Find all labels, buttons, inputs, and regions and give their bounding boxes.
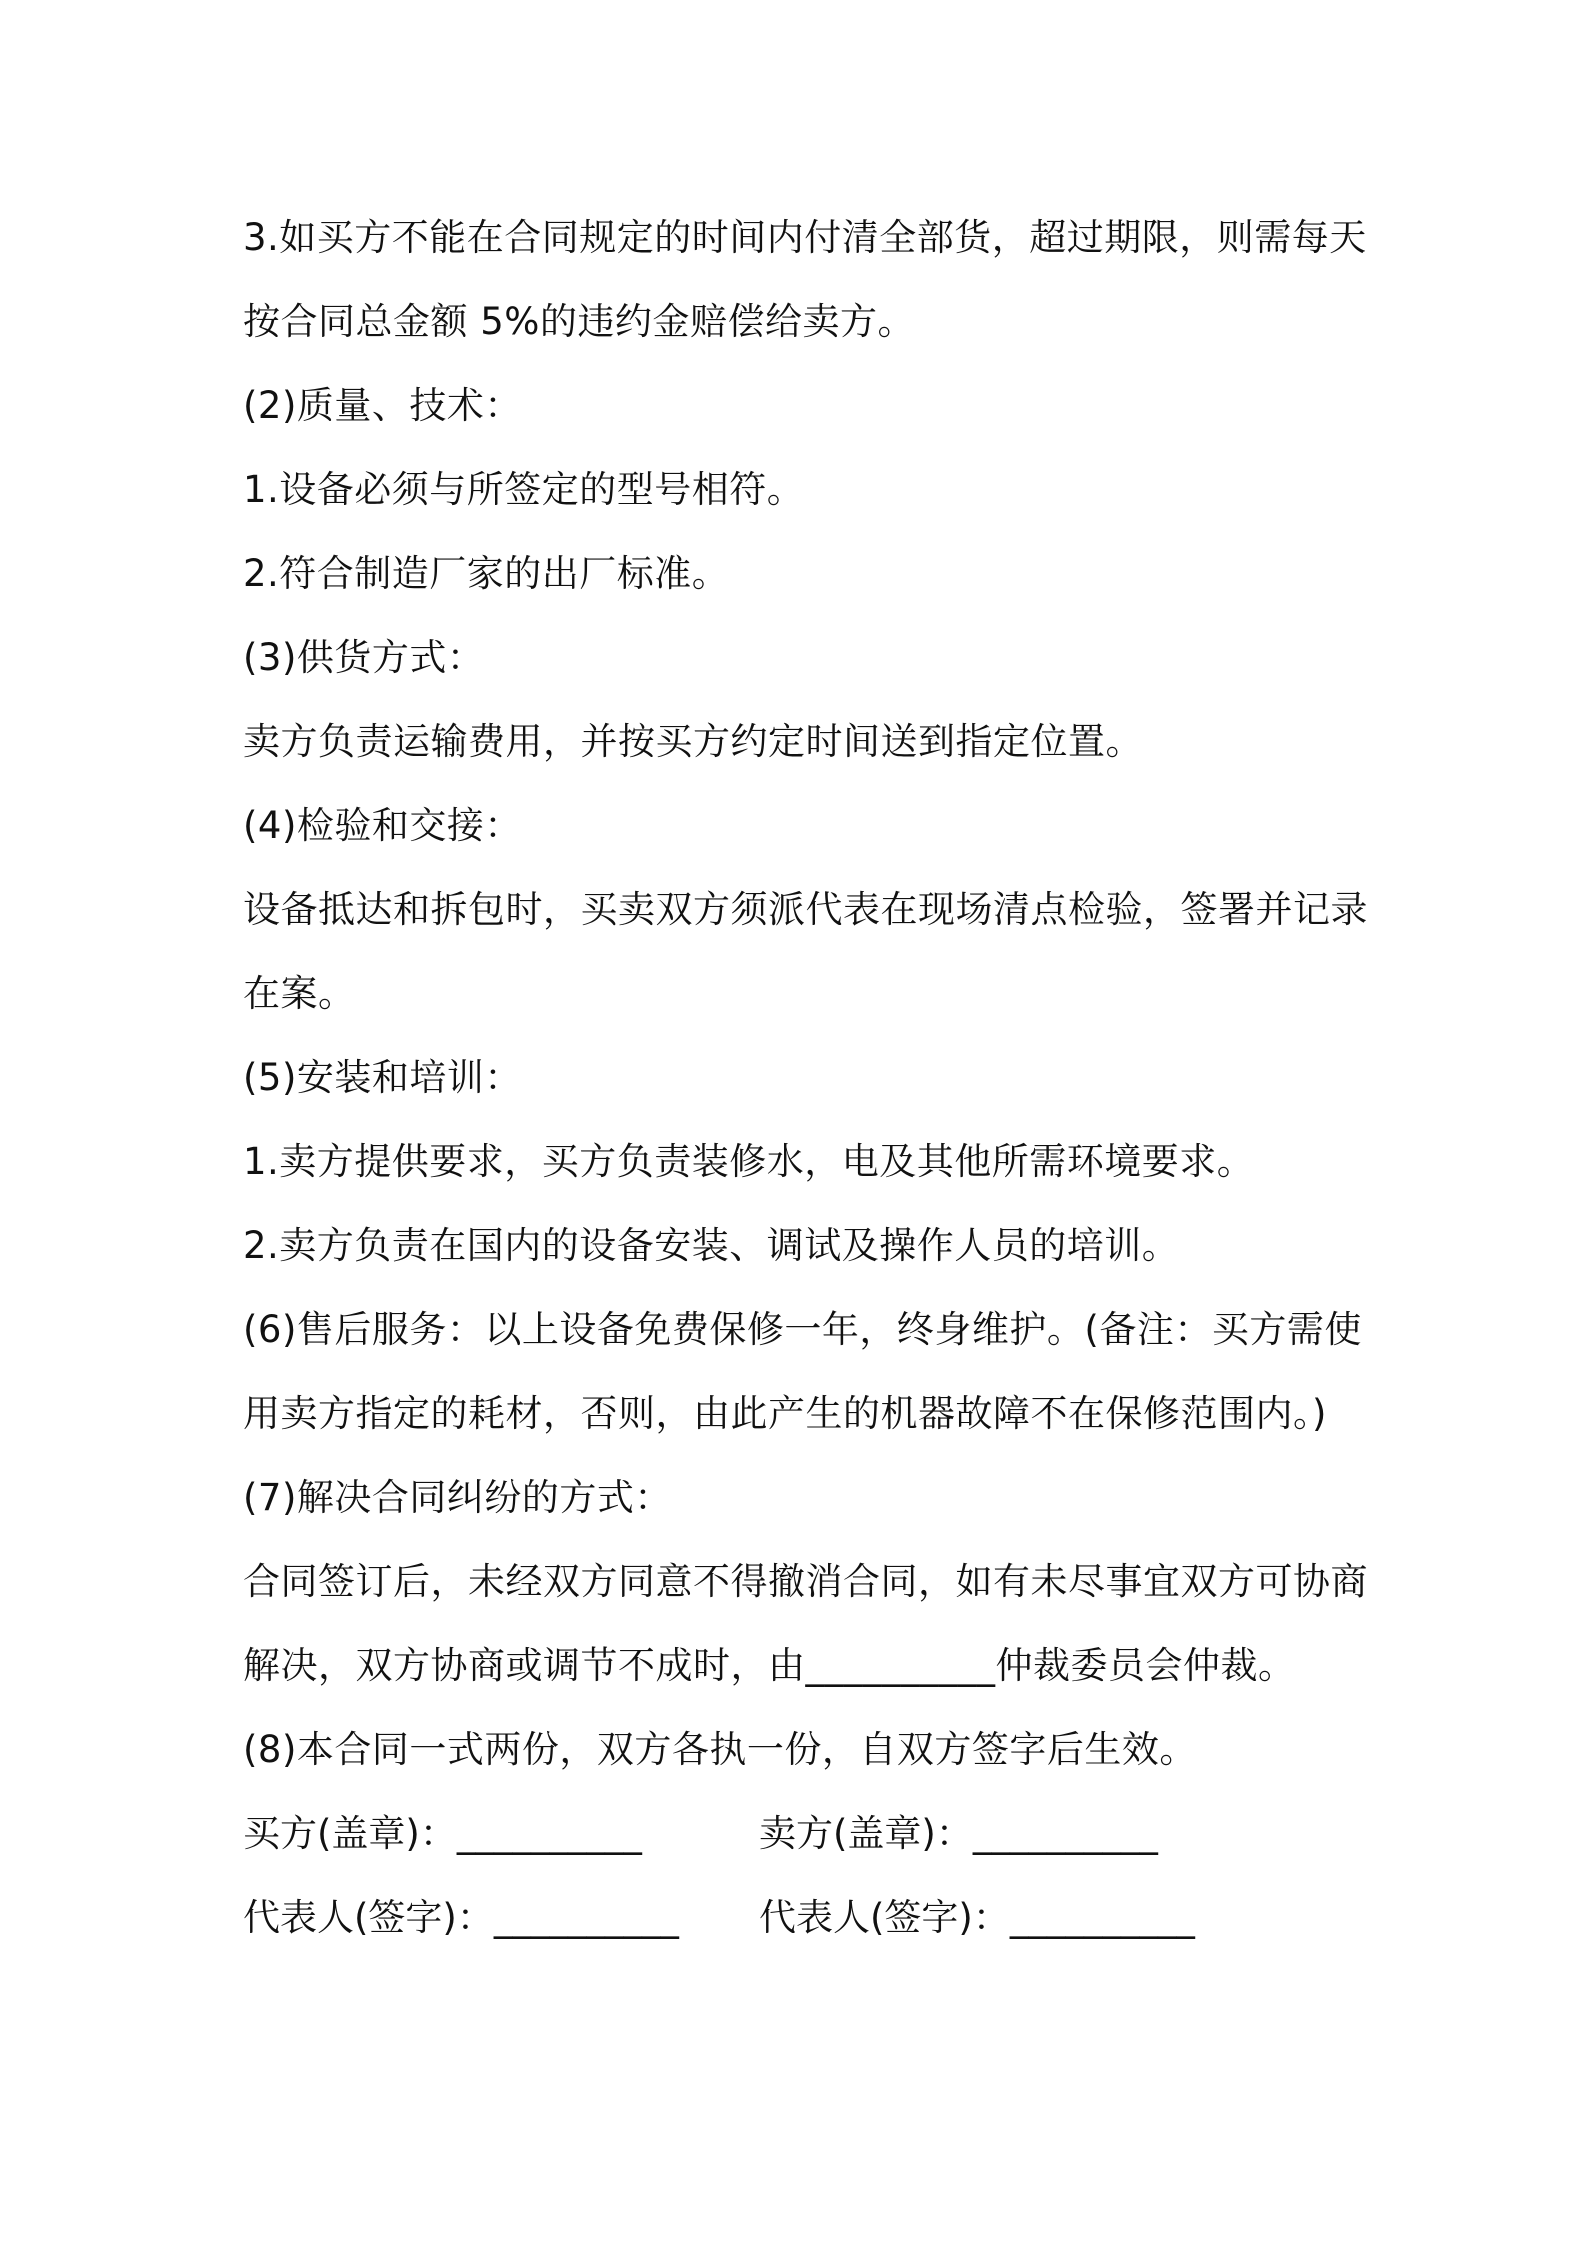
clause-line-18: 解决，双方协商或调节不成时，由__________仲裁委员会仲裁。	[243, 1644, 1296, 1687]
section-heading-quality: (2)质量、技术：	[243, 384, 522, 427]
clause-line-2: 按合同总金额 5%的违约金赔偿给卖方。	[243, 300, 915, 343]
seller-representative-field: 代表人(签字)：__________	[759, 1896, 1195, 1939]
clause-line-9: 设备抵达和拆包时，买卖双方须派代表在现场清点检验，签署并记录	[243, 888, 1368, 931]
seal-row	[243, 1792, 1363, 1876]
section-heading-after-sales: (6)售后服务：以上设备免费保修一年，终身维护。(备注：买方需使	[243, 1308, 1362, 1351]
section-heading-disputes: (7)解决合同纠纷的方式：	[243, 1476, 672, 1519]
section-heading-inspection: (4)检验和交接：	[243, 804, 522, 847]
clause-line-17: 合同签订后，未经双方同意不得撤消合同，如有未尽事宜双方可协商	[243, 1560, 1368, 1603]
clause-line-10: 在案。	[243, 972, 356, 1015]
clause-line-12: 1.卖方提供要求，买方负责装修水，电及其他所需环境要求。	[243, 1140, 1255, 1183]
clause-line-4: 1.设备必须与所签定的型号相符。	[243, 468, 805, 511]
section-heading-supply: (3)供货方式：	[243, 636, 485, 679]
clause-line-5: 2.符合制造厂家的出厂标准。	[243, 552, 730, 595]
buyer-seal-field: 买方(盖章)：__________	[243, 1812, 642, 1855]
section-heading-copies: (8)本合同一式两份，双方各执一份，自双方签字后生效。	[243, 1728, 1197, 1771]
seller-seal-field: 卖方(盖章)：__________	[759, 1812, 1158, 1855]
clause-line-13: 2.卖方负责在国内的设备安装、调试及操作人员的培训。	[243, 1224, 1180, 1267]
section-heading-installation: (5)安装和培训：	[243, 1056, 522, 1099]
contract-body	[243, 196, 1368, 1960]
clause-line-1: 3.如买方不能在合同规定的时间内付清全部货，超过期限，则需每天	[243, 216, 1367, 259]
representative-row	[243, 1876, 1363, 1960]
clause-line-15: 用卖方指定的耗材，否则，由此产生的机器故障不在保修范围内。)	[243, 1392, 1327, 1435]
clause-line-7: 卖方负责运输费用，并按买方约定时间送到指定位置。	[243, 720, 1143, 763]
buyer-representative-field: 代表人(签字)：__________	[243, 1896, 679, 1939]
